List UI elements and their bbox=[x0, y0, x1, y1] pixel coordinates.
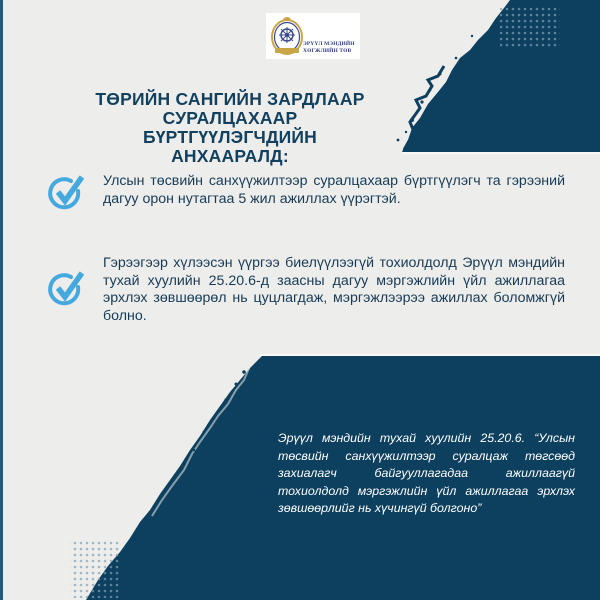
logo-text-line2: ХӨГЖЛИЙН ТӨВ bbox=[303, 47, 352, 54]
law-quote: Эрүүл мэндийн тухай хуулийн 25.20.6. “Улсын төсвийн санхүүжилтээр суралцаж төгсөөд захиалагч байгууллагадаа ажиллаагүй тохиолдолд мэргэжлийн үйл ажиллагаа эрхлэх зөвшөөрлийг нь хүчингүй болгоно” bbox=[278, 431, 575, 516]
notice-text-1: Улсын төсвийн санхүүжилтээр суралцахаар бүртгүүлэгч та гэрээний дагуу орон нутагтаа 5 жил ажиллах үүрэгтэй. bbox=[103, 173, 565, 207]
title-line2: СУРАЛЦАХААР БҮРТГҮҮЛЭГЧДИЙН bbox=[142, 108, 318, 147]
logo-text bbox=[303, 41, 355, 54]
checkmark-circle-icon bbox=[47, 269, 87, 309]
logo bbox=[266, 13, 360, 59]
logo-text-line1: ЭРҮҮЛ МЭНДИЙН bbox=[303, 41, 355, 47]
title-line1: ТӨРИЙН САНГИЙН ЗАРДЛААР bbox=[95, 89, 365, 109]
notice-text-2: Гэрээгээр хүлээсэн үүргээ биелүүлээгүй тохиолдолд Эрүүл мэндийн тухай хуулийн 25.20.6-д заасны дагуу мэргэжлийн үйл ажиллагаа эрхлэх зөвшөөрөл нь цуцлагдаж, мэргэжлээрээ ажиллах боломжгүй болно. bbox=[103, 255, 565, 324]
page-title bbox=[80, 90, 380, 166]
title-line3: АНХААРАЛД: bbox=[171, 146, 289, 166]
checkmark-circle-icon bbox=[47, 173, 87, 213]
